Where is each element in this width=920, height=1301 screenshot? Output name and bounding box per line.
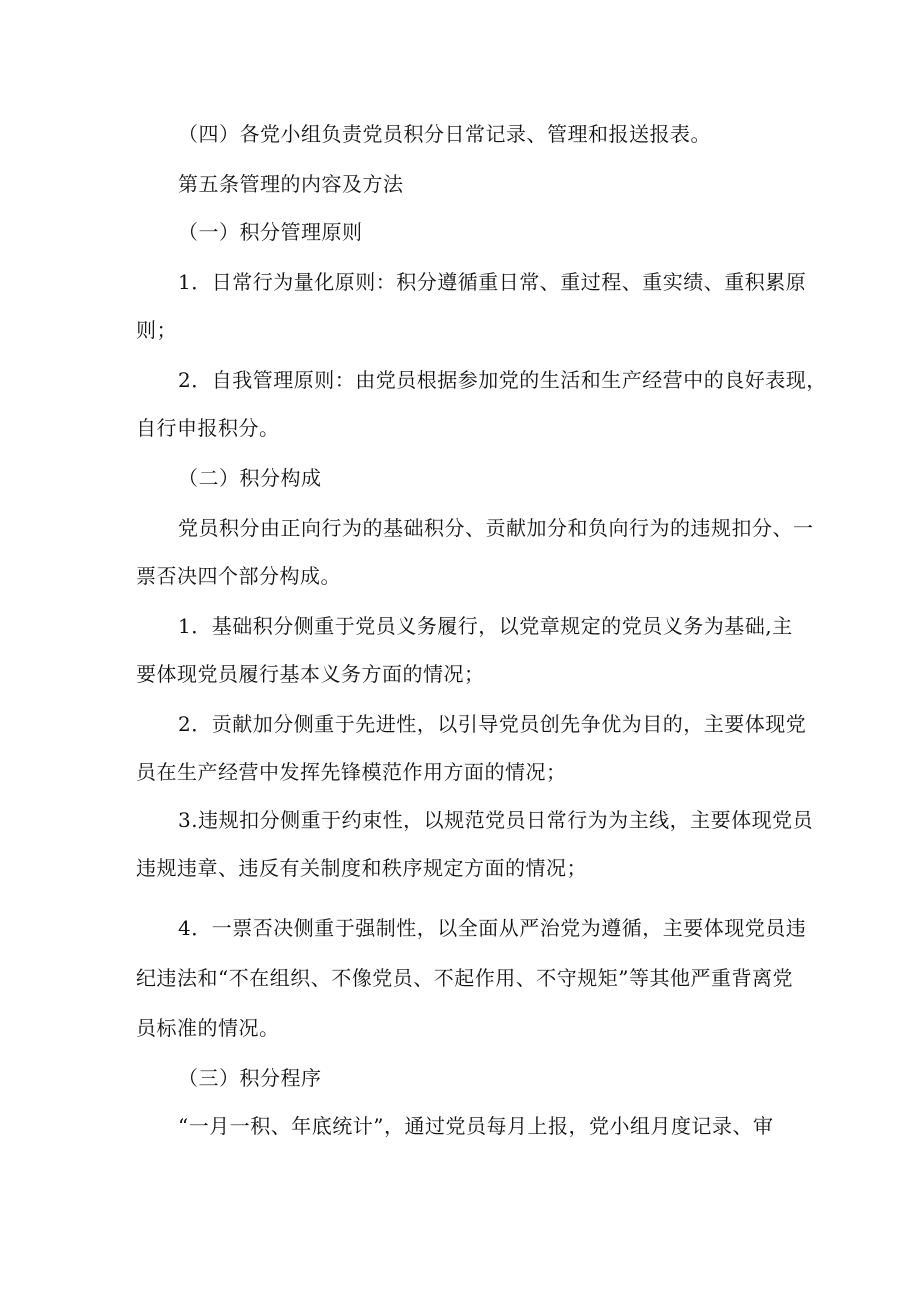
basic-points-line-1: 1．基础积分侧重于党员义务履行，以党章规定的党员义务为基础,主 [178,614,793,638]
section-3-heading: （三）积分程序 [178,1066,322,1090]
principle-1-line-1: 1．日常行为量化原则：积分遵循重日常、重过程、重实绩、重积累原 [178,270,807,294]
article-5-heading: 第五条管理的内容及方法 [178,172,404,196]
clause-4-line-1: （四）各党小组负责党员积分日常记录、管理和报送报表。 [178,122,711,146]
basic-points-line-2: 要体现党员履行基本义务方面的情况； [136,662,485,686]
principle-1-line-2: 则； [136,318,177,342]
section-2-heading: （二）积分构成 [178,466,322,490]
section-1-heading: （一）积分管理原则 [178,220,363,244]
veto-line-3: 员标准的情况。 [136,1016,280,1040]
contribution-line-2: 员在生产经营中发挥先锋模范作用方面的情况； [136,760,567,784]
procedure-line-1: “一月一积、年底统计”，通过党员每月上报，党小组月度记录、审 [178,1114,774,1138]
veto-line-2: 纪违法和“不在组织、不像党员、不起作用、不守规矩”等其他严重背离党 [136,966,793,990]
composition-line-1: 党员积分由正向行为的基础积分、贡献加分和负向行为的违规扣分、一 [178,516,814,540]
veto-line-1: 4．一票否决侧重于强制性，以全面从严治党为遵循，主要体现党员违 [178,916,807,940]
violation-line-2: 违规违章、违反有关制度和秩序规定方面的情况； [136,856,587,880]
composition-line-2: 票否决四个部分构成。 [136,564,341,588]
principle-2-line-2: 自行申报积分。 [136,416,280,440]
contribution-line-1: 2．贡献加分侧重于先进性，以引导党员创先争优为目的，主要体现党 [178,712,807,736]
principle-2-line-1: 2．自我管理原则：由党员根据参加党的生活和生产经营中的良好表现， [178,368,827,392]
violation-line-1: 3.违规扣分侧重于约束性，以规范党员日常行为为主线，主要体现党员 [178,808,814,832]
